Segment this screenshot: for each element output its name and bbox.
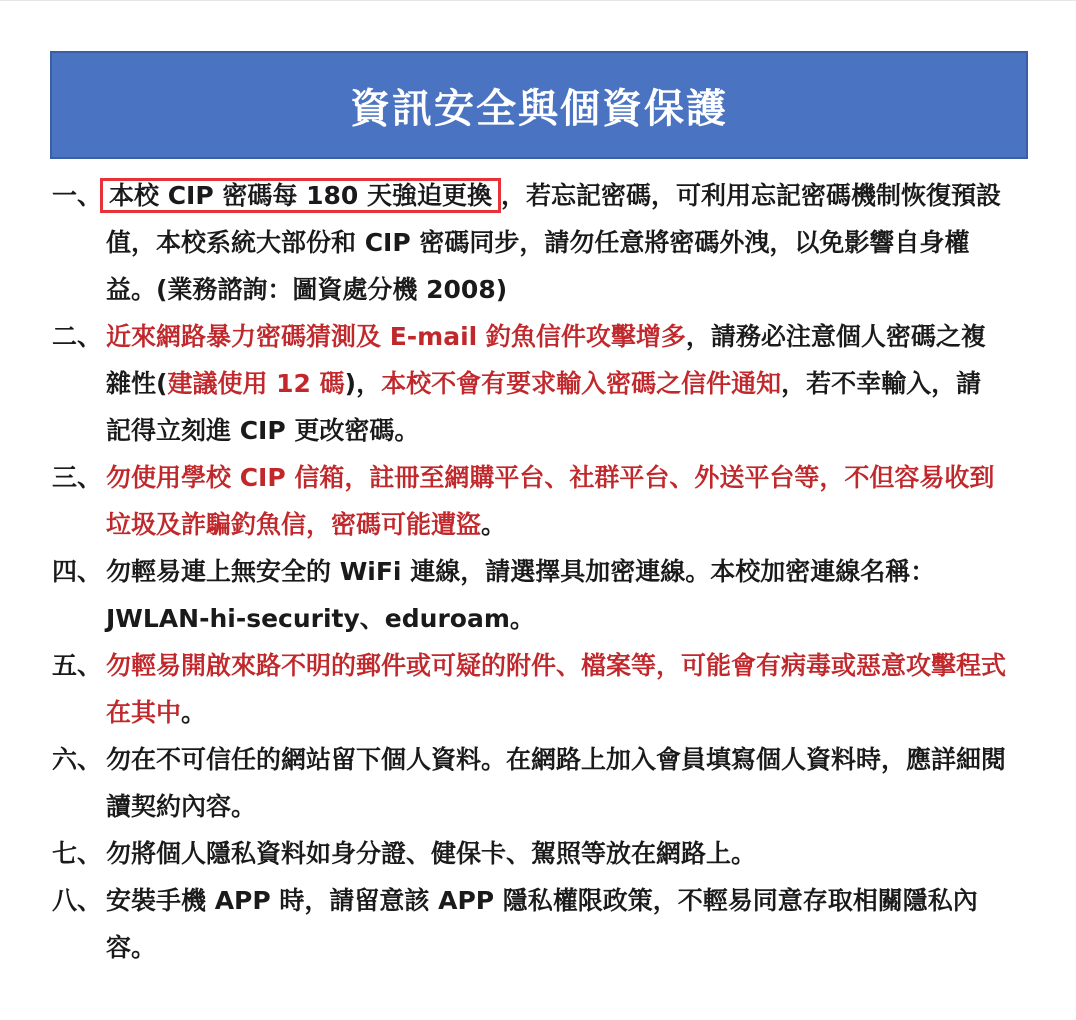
title-banner (50, 51, 1028, 159)
item-text (106, 877, 1006, 971)
guideline-list (52, 172, 1062, 971)
item-number: 三、 (52, 463, 103, 492)
text-segment: 。 (181, 698, 207, 727)
item-text (106, 642, 1006, 736)
item-text (106, 313, 1006, 454)
item-number: 五、 (52, 651, 103, 680)
text-segment: )， (344, 369, 382, 398)
text-segment: 。 (481, 510, 507, 539)
text-segment: 勿在不可信任的網站留下個人資料。在網路上加入會員填寫個人資料時，應詳細閱讀契約內容。 (106, 745, 1007, 821)
text-segment: 安裝手機 APP 時，請留意該 APP 隱私權限政策，不輕易同意存取相關隱私內容。 (106, 886, 978, 962)
text-segment: 勿將個人隱私資料如身分證、健保卡、駕照等放在網路上。 (106, 839, 757, 868)
top-edge-line (0, 0, 1076, 1)
item-text (106, 830, 1006, 877)
warning-text: 近來網路暴力密碼猜測及 E-mail 釣魚信件攻擊增多 (106, 322, 686, 351)
warning-text: 勿輕易開啟來路不明的郵件或可疑的附件、檔案等，可能會有病毒或惡意攻擊程式在其中 (106, 651, 1007, 727)
page-title: 資訊安全與個資保護 (350, 85, 728, 132)
list-item (52, 454, 1062, 548)
item-text (106, 736, 1006, 830)
list-item (52, 548, 1062, 642)
list-item (52, 313, 1062, 454)
text-segment: ，若不幸輸入，請記得立刻進 CIP 更改密碼。 (106, 369, 982, 445)
list-item (52, 877, 1062, 971)
item-number: 六、 (52, 745, 103, 774)
item-number: 七、 (52, 839, 103, 868)
list-item (52, 736, 1062, 830)
list-item (52, 642, 1062, 736)
text-segment: ，請務必注意個人密碼之複雜性( (106, 322, 986, 398)
item-number: 四、 (52, 557, 103, 586)
list-item (52, 830, 1062, 877)
item-number: 八、 (52, 886, 103, 915)
list-item (52, 172, 1062, 313)
item-text (106, 172, 1006, 313)
item-number: 一、 (52, 181, 103, 210)
highlight-box: 本校 CIP 密碼每 180 天強迫更換 (100, 178, 501, 213)
warning-text: 勿使用學校 CIP 信箱，註冊至網購平台、社群平台、外送平台等，不但容易收到垃圾及詐騙釣魚信，密碼可能遭盜 (106, 463, 995, 539)
item-number: 二、 (52, 322, 103, 351)
text-segment: 勿輕易連上無安全的 WiFi 連線，請選擇具加密連線。本校加密連線名稱：JWLAN-hi-security、eduroam。 (106, 557, 936, 633)
item-text (106, 454, 1006, 548)
item-text (106, 548, 1006, 642)
text-segment: ，若忘記密碼，可利用忘記密碼機制恢復預設值，本校系統大部份和 CIP 密碼同步，請勿任意將密碼外洩，以免影響自身權益。(業務諮詢：圖資處分機 2008) (106, 181, 1001, 304)
warning-text: 建議使用 12 碼 (167, 369, 345, 398)
warning-text: 本校不會有要求輸入密碼之信件通知 (381, 369, 782, 398)
